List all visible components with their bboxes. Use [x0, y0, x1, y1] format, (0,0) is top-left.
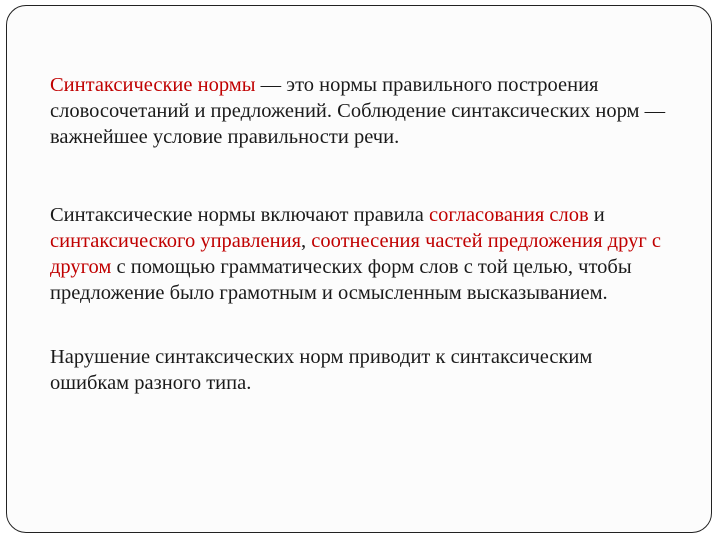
slide-frame	[6, 5, 712, 533]
comma-text: ,	[301, 230, 312, 252]
term-correlation: соотнесения частей предложения друг с другом	[50, 230, 661, 278]
includes-intro-text: Синтаксические нормы включают правила	[50, 204, 430, 226]
violation-text: Нарушение синтаксических норм приводит к синтаксическим ошибкам разного типа.	[50, 346, 593, 394]
slide-content	[50, 72, 675, 396]
term-agreement: согласования слов	[429, 204, 589, 226]
includes-rest-text: с помощью грамматических форм слов с той целью, чтобы предложение было грамотным и осмысленным высказыванием.	[50, 256, 632, 304]
paragraph-violation	[50, 344, 675, 396]
paragraph-definition	[50, 72, 675, 150]
paragraph-includes	[50, 202, 675, 306]
term-syntactic-norms: Синтаксические нормы	[50, 74, 256, 96]
definition-text: — это нормы правильного построения словосочетаний и предложений. Соблюдение синтаксических норм — важнейшее условие правильности речи.	[50, 74, 666, 148]
term-government: синтаксического управления	[50, 230, 302, 252]
conjunction-text: и	[588, 204, 605, 226]
